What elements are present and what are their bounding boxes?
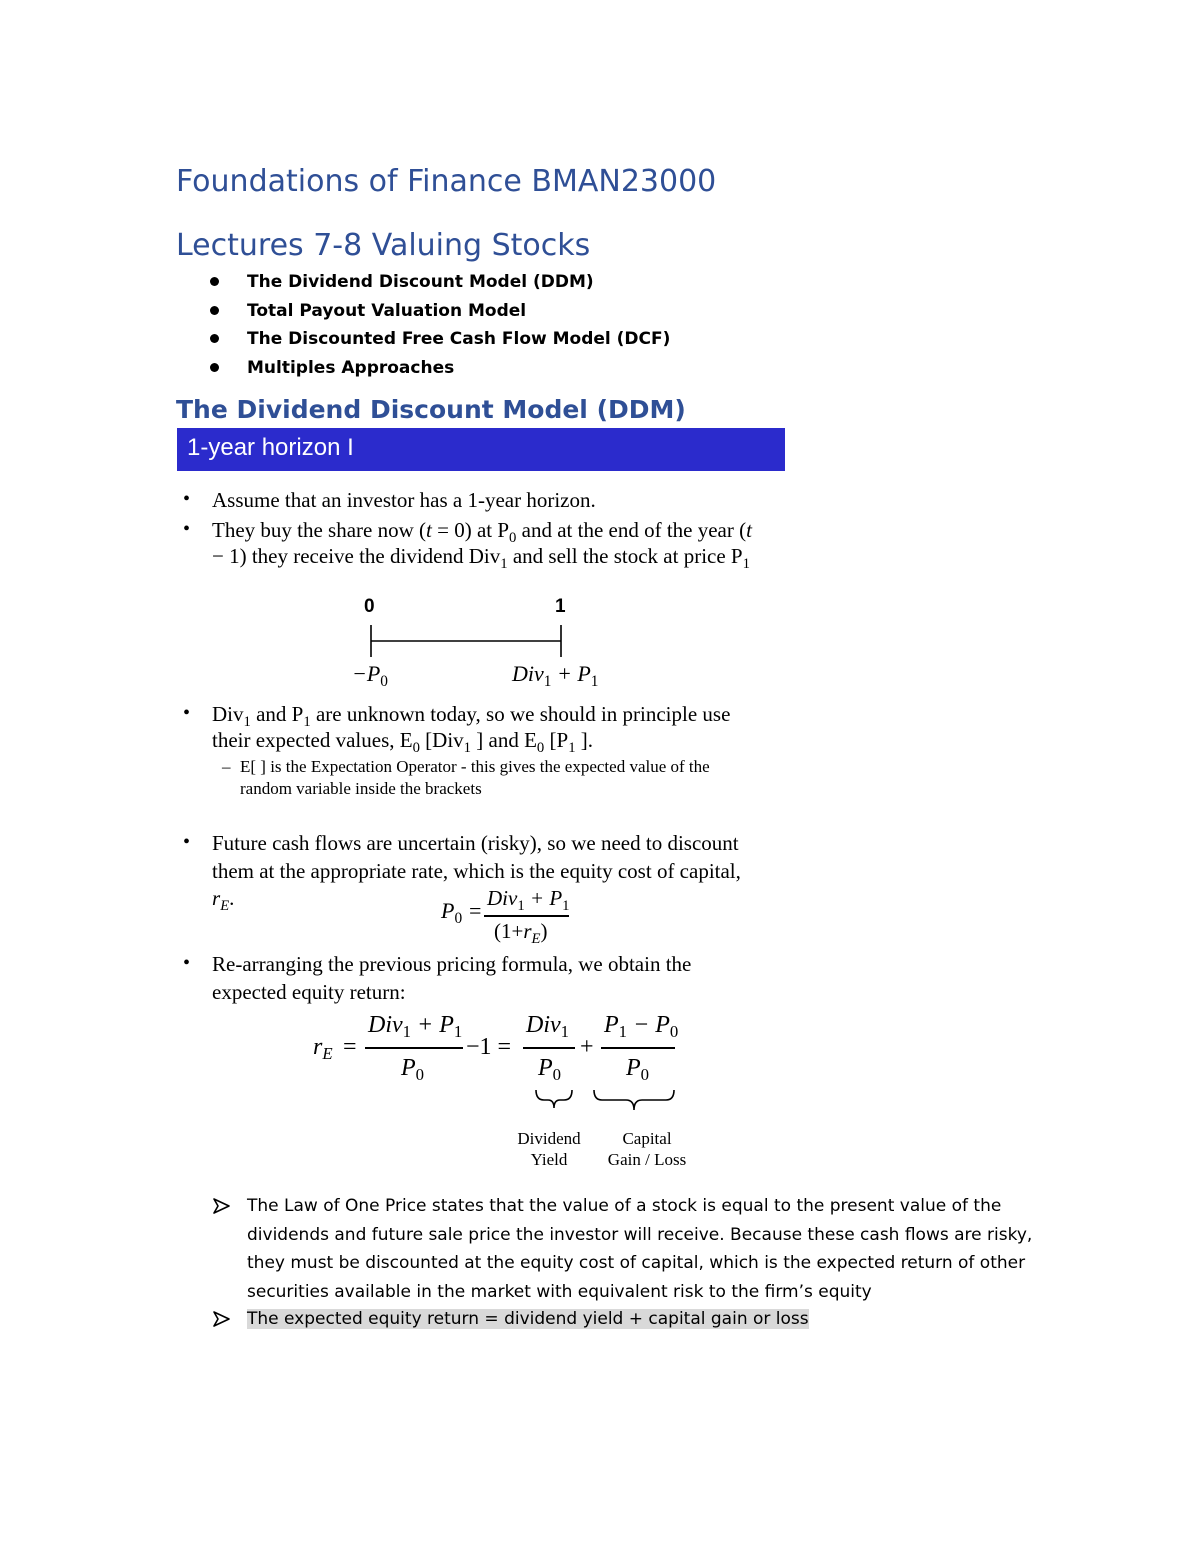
timeline-label-1: 1 xyxy=(555,596,566,617)
slide-bullet-5-cont: expected equity return: xyxy=(212,980,406,1004)
section-title: The Dividend Discount Model (DDM) xyxy=(176,395,686,424)
slide-bullet-icon: • xyxy=(183,831,191,853)
underbrace-diagram xyxy=(530,1088,690,1120)
slide-bullet-2-cont: − 1) they receive the dividend Div$_1$ and sell the stock at price $P_1$ xyxy=(212,544,750,572)
document-title: Foundations of Finance BMAN23000 xyxy=(176,164,717,199)
topic-label: The Dividend Discount Model (DDM) xyxy=(247,272,594,292)
note-text-wrapper xyxy=(247,1305,809,1334)
slide-bullet-icon: • xyxy=(183,488,191,510)
formula-price-numerator: $Div_1 + P_1$ xyxy=(487,886,570,914)
slide-bullet-4: Future cash flows are uncertain (risky), so we need to discount xyxy=(212,831,739,855)
slide-bullet-1: Assume that an investor has a 1-year horizon. xyxy=(212,488,596,512)
bullet-icon xyxy=(210,277,219,286)
slide-subnote-dash: – xyxy=(222,757,231,776)
timeline-label-0: 0 xyxy=(364,596,375,617)
topic-item xyxy=(210,268,670,297)
bullet-icon xyxy=(210,306,219,315)
slide-bullet-4-cont: them at the appropriate rate, which is the equity cost of capital, xyxy=(212,859,741,883)
slide-bullet-4-symbol: $r_E$. xyxy=(212,886,235,914)
topic-label: Multiples Approaches xyxy=(247,357,455,378)
formula-price-denominator: $(1+r_E)$ xyxy=(494,919,548,947)
timeline-cashflow-1: $Div_1 + P_1$ xyxy=(512,661,599,690)
topic-label: The Discounted Free Cash Flow Model (DCF) xyxy=(247,329,671,349)
topic-list xyxy=(210,268,670,382)
slide-bullet-3-cont: their expected values, $E_0$ [Div$_1$ ] and $E_0$ [$P_1$ ]. xyxy=(212,728,594,756)
slide-subnote-1: E[ ] is the Expectation Operator - this gives the expected value of the xyxy=(240,757,710,776)
note-expected-return xyxy=(212,1305,1042,1335)
slide-bullet-2: They buy the share now (t = 0) at $P_0$ and at the end of the year (t xyxy=(212,518,752,546)
topic-item xyxy=(210,354,670,383)
formula-equals: = xyxy=(343,1034,357,1060)
formula-gain-numerator: $P_1 - P_0$ xyxy=(604,1012,679,1041)
note-law-of-one-price xyxy=(212,1192,1042,1307)
slide-bullet-3: Div$_1$ and $P_1$ are unknown today, so we should in principle use xyxy=(212,702,731,730)
slide-banner xyxy=(177,428,785,471)
slide-bullet-5: Re-arranging the previous pricing formula, we obtain the xyxy=(212,952,692,976)
slide-banner-title: 1-year horizon I xyxy=(187,434,354,461)
formula-return-lhs: $r_E$ xyxy=(313,1034,333,1063)
slide-bullet-icon: • xyxy=(183,518,191,540)
lecture-title: Lectures 7-8 Valuing Stocks xyxy=(176,228,591,263)
formula-plus: + xyxy=(580,1034,594,1060)
formula-fraction-bar xyxy=(365,1047,463,1049)
formula-return-numerator: $Div_1 + P_1$ xyxy=(368,1012,463,1041)
formula-return-denominator: $P_0$ xyxy=(401,1055,425,1084)
brace-label-capital-gain: Capital Gain / Loss xyxy=(607,1129,687,1169)
formula-gain-denominator: $P_0$ xyxy=(626,1055,650,1084)
formula-div-denominator: $P_0$ xyxy=(538,1055,562,1084)
formula-fraction-bar xyxy=(601,1047,675,1049)
topic-label: Total Payout Valuation Model xyxy=(247,300,527,321)
slide-bullet-icon: • xyxy=(183,702,191,724)
arrow-bullet-icon xyxy=(212,1192,232,1220)
note-text: The Law of One Price states that the value of a stock is equal to the present value of the dividends and future sale price the investor will receive. Because these cash flows are risky, they must be discounted at the equity cost of capital, which is the expected return of other securities available in the market with equivalent risk to the firm’s equity xyxy=(247,1196,1033,1302)
timeline-cashflow-0: $-P_0$ xyxy=(352,661,388,690)
brace-label-dividend-yield: Dividend Yield xyxy=(517,1129,581,1169)
formula-price-lhs: $P_0$ = xyxy=(441,898,483,927)
bullet-icon xyxy=(210,363,219,372)
arrow-bullet-icon xyxy=(212,1305,232,1333)
topic-item xyxy=(210,325,670,354)
formula-minus-one: −1 = xyxy=(466,1034,512,1060)
formula-price-fraction-bar xyxy=(484,915,569,917)
formula-div-numerator: Div$_1$ xyxy=(526,1012,570,1041)
bullet-icon xyxy=(210,334,219,343)
note-text-highlighted: The expected equity return = dividend yield + capital gain or loss xyxy=(247,1309,809,1329)
topic-item xyxy=(210,297,670,326)
formula-fraction-bar xyxy=(523,1047,575,1049)
slide-bullet-icon: • xyxy=(183,952,191,974)
slide-subnote-2: random variable inside the brackets xyxy=(240,779,482,798)
